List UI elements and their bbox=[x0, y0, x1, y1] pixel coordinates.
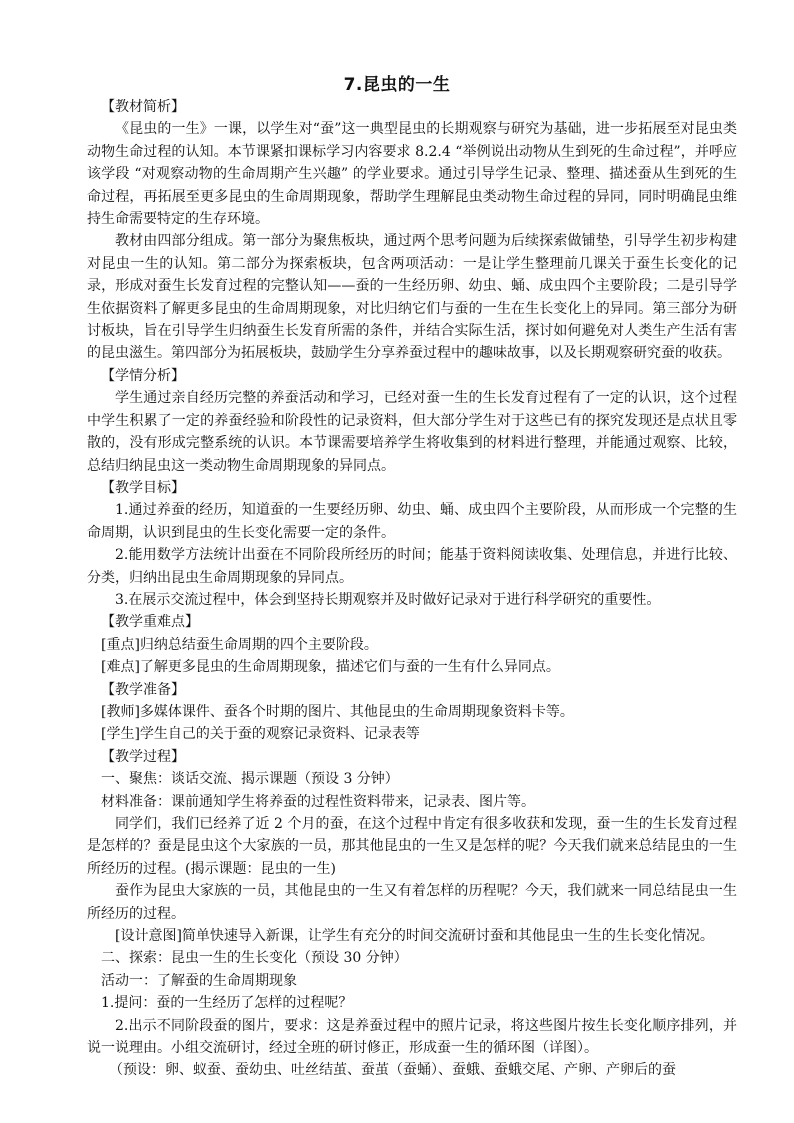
document-body bbox=[87, 96, 737, 1082]
preset-note: （预设：卵、蚁蚕、蚕幼虫、吐丝结茧、蚕茧（蚕蛹）、蚕蛾、蚕蛾交尾、产卵、产卵后的蚕 bbox=[109, 1062, 676, 1079]
objective-item: 3.在展示交流过程中，体会到坚持长期观察并及时做好记录对于进行科学研究的重要性。 bbox=[115, 591, 661, 608]
section-heading-teaching-objectives: 【教学目标】 bbox=[101, 479, 185, 496]
section-heading-teaching-process: 【教学过程】 bbox=[101, 748, 185, 765]
design-intent: [设计意图]简单快速导入新课，让学生有充分的时间交流研讨蚕和其他昆虫一生的生长变化情况。 bbox=[115, 928, 714, 945]
step-heading: 一、聚焦：谈话交流、揭示课题（预设 3 分钟） bbox=[101, 771, 399, 788]
teacher-preparation: [教师]多媒体课件、蚕各个时期的图片、其他昆虫的生命周期现象资料卡等。 bbox=[101, 703, 574, 720]
section-heading-preparation: 【教学准备】 bbox=[101, 681, 185, 698]
paragraph: 学生通过亲自经历完整的养蚕活动和学习，已经对蚕一生的生长发育过程有了一定的认识，这个过程中学生积累了一定的养蚕经验和阶段性的记录资料，但大部分学生对于这些已有的探究发现还是点状且零散的，没有形成完整系统的认识。本节课需要培养学生将收集到的材料进行整理，并能通过观察、比较，总结归纳昆虫这一类动物生命周期现象的异同点。 bbox=[87, 390, 737, 474]
student-preparation: [学生]学生自己的关于蚕的观察记录资料、记录表等 bbox=[101, 726, 420, 743]
list-item: 1.提问：蚕的一生经历了怎样的过程呢？ bbox=[101, 995, 353, 1012]
objective-item: 1.通过养蚕的经历，知道蚕的一生要经历卵、幼虫、蛹、成虫四个主要阶段，从而形成一个完整的生命周期，认识到昆虫的生长变化需要一定的条件。 bbox=[87, 502, 737, 541]
list-item: 2.出示不同阶段蚕的图片，要求：这是养蚕过程中的照片记录，将这些图片按生长变化顺序排列，并说一说理由。小组交流研讨，经过全班的研讨修正，形成蚕一生的循环图（详图）。 bbox=[87, 1017, 737, 1057]
section-heading-material-analysis: 【教材简析】 bbox=[101, 99, 185, 115]
section-heading-key-points: 【教学重难点】 bbox=[101, 614, 199, 631]
paragraph: 蚕作为昆虫大家族的一员，其他昆虫的一生又有着怎样的历程呢？今天，我们就来一同总结昆虫一生所经历的过程。 bbox=[87, 883, 737, 922]
objective-item: 2.能用数学方法统计出蚕在不同阶段所经历的时间；能基于资料阅读收集、处理信息，并进行比较、分类，归纳出昆虫生命周期现象的异同点。 bbox=[87, 547, 737, 586]
paragraph: 《昆虫的一生》一课，以学生对“蚕”这一典型昆虫的长期观察与研究为基础，进一步拓展至对昆虫类动物生命过程的认知。本节课紧扣课标学习内容要求 8.2.4 “举例说出动物从生到死的生命过程”，并呼应该学段 “对观察动物的生命周期产生兴趣” 的学业要求。通过引导学生记录、整理、描述蚕从生到死的生命过程，再拓展至更多昆虫的生命周期现象，帮助学生理解昆虫类动物生命过程的异同，同时明确昆虫维持生命需要特定的生存环境。 bbox=[87, 121, 737, 228]
paragraph: 同学们，我们已经养了近 2 个月的蚕，在这个过程中肯定有很多收获和发现，蚕一生的生长发育过程是怎样的？蚕是昆虫这个大家族的一员，那其他昆虫的一生又是怎样的呢？今天我们就来总结昆虫的一生所经历的过程。(揭示课题：昆虫的一生) bbox=[87, 816, 737, 877]
difficult-point-item: [难点]了解更多昆虫的生命周期现象，描述它们与蚕的一生有什么异同点。 bbox=[101, 659, 560, 676]
paragraph: 教材由四部分组成。第一部分为聚焦板块，通过两个思考问题为后续探索做铺垫，引导学生初步构建对昆虫一生的认知。第二部分为探索板块，包含两项活动：一是让学生整理前几课关于蚕生长变化的记录，形成对蚕生长发育过程的完整认知——蚕的一生经历卵、幼虫、蛹、成虫四个主要阶段；二是引导学生依据资料了解更多昆虫的生命周期现象，对比归纳它们与蚕的一生在生长变化上的异同。第三部分为研讨板块，旨在引导学生归纳蚕生长发育所需的条件，并结合实际生活，探讨如何避免对人类生产生活有害的昆虫滋生。第四部分为拓展板块，鼓励学生分享养蚕过程中的趣味故事，以及长期观察研究蚕的收获。 bbox=[87, 233, 737, 362]
material-note: 材料准备：课前通知学生将养蚕的过程性资料带来，记录表、图片等。 bbox=[101, 793, 535, 810]
activity-heading: 活动一：了解蚕的生命周期现象 bbox=[101, 972, 297, 989]
section-heading-learner-analysis: 【学情分析】 bbox=[101, 367, 185, 384]
step-heading: 二、探索：昆虫一生的生长变化（预设 30 分钟） bbox=[101, 950, 408, 967]
page-title: 7.昆虫的一生 bbox=[343, 75, 451, 95]
key-point-item: [重点]归纳总结蚕生命周期的四个主要阶段。 bbox=[101, 636, 378, 653]
